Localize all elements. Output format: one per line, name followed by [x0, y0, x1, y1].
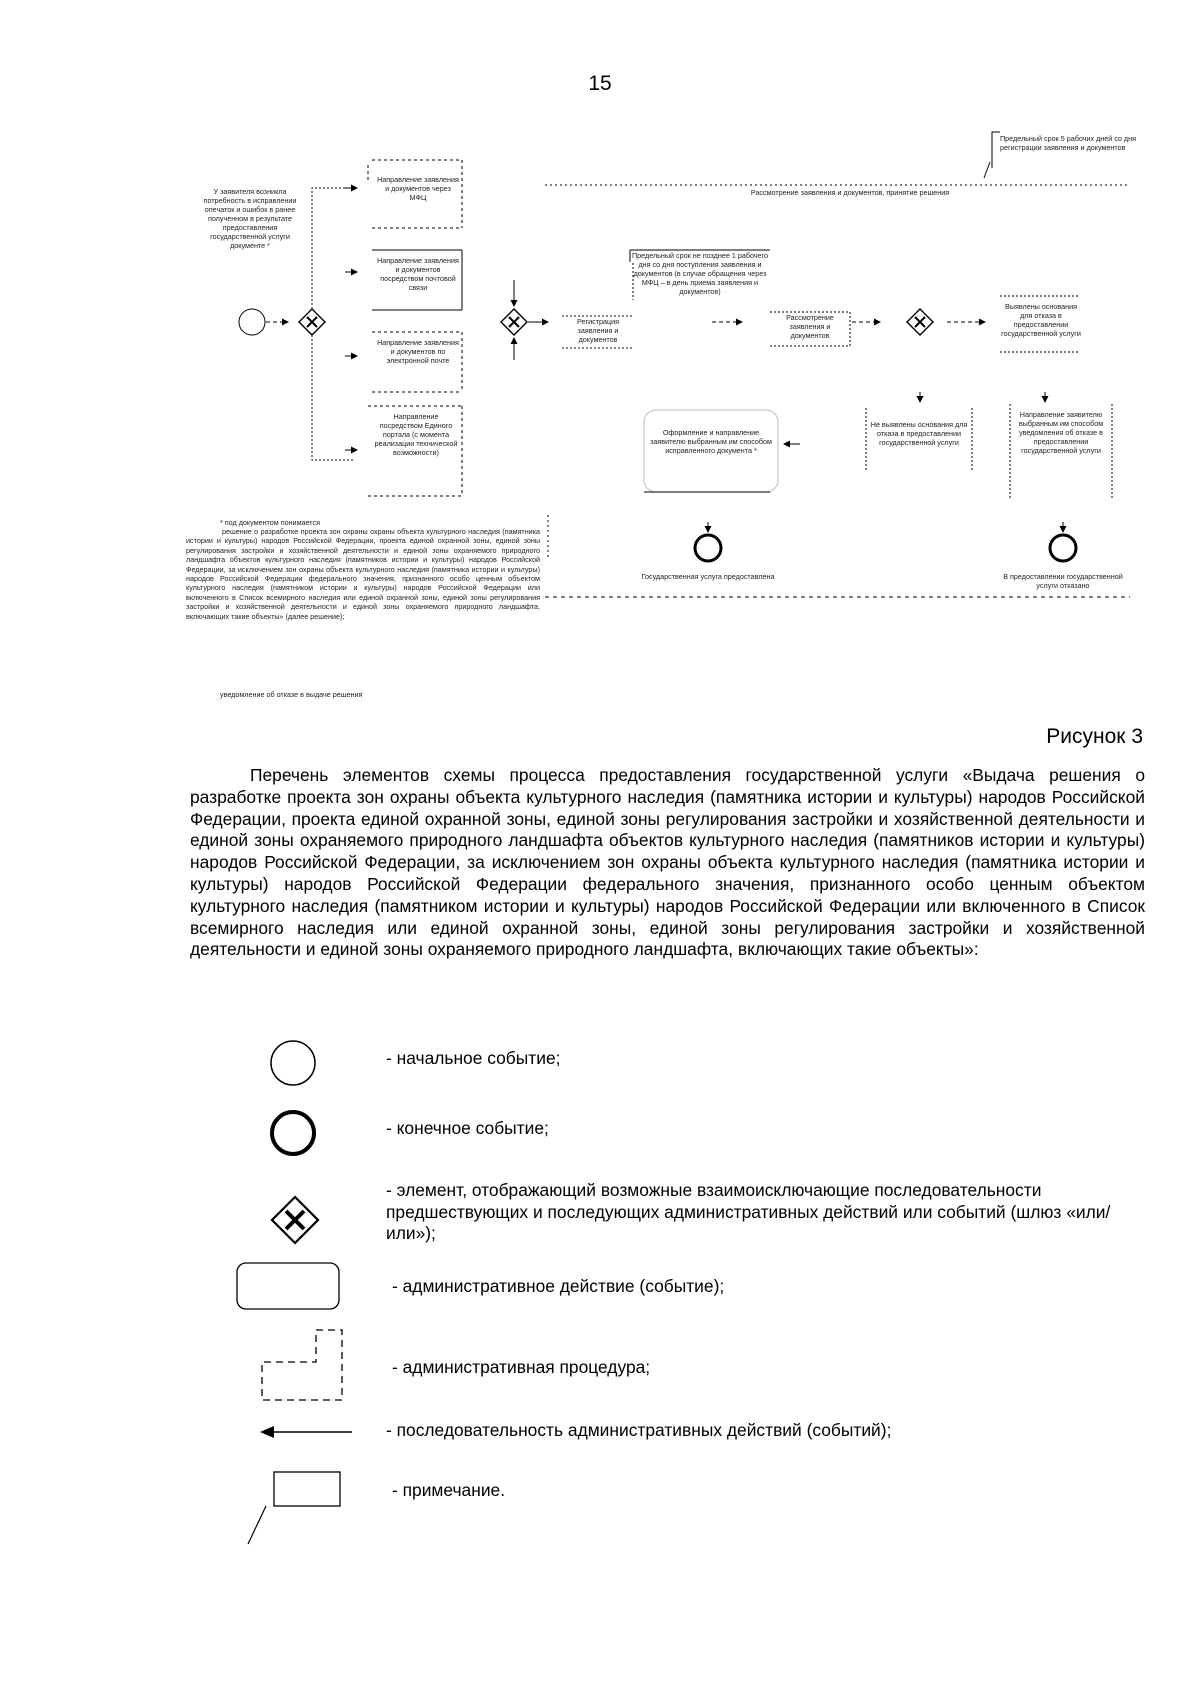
- figure-caption: Рисунок 3: [1046, 725, 1143, 748]
- diagram-gateway-split: [299, 309, 325, 335]
- channel-post: Направление заявления и документов посредством почтовой связи: [377, 256, 459, 292]
- end-refused-label: В предоставлении государственной услуги отказано: [1003, 572, 1123, 590]
- channel-portal: Направление посредством Единого портала (с момента реализации технической возможности): [374, 412, 458, 457]
- diagram-gateway-decision: [907, 309, 933, 335]
- end-event-icon: [268, 1108, 318, 1163]
- refusal-notice-action: Направление заявителю выбранным им способом уведомления об отказе в предоставлении государственной услуги: [1018, 410, 1104, 455]
- process-diagram: [0, 0, 1200, 720]
- gateway-icon: [270, 1195, 320, 1250]
- procedure-icon: [258, 1328, 344, 1409]
- diagram-end-event-refused: [1050, 535, 1076, 561]
- action-box-icon: [236, 1262, 342, 1317]
- diagram-end-event-provided: [695, 535, 721, 561]
- legend-end-event: - конечное событие;: [386, 1118, 549, 1138]
- deadline-note-top: Предельный срок 5 рабочих дней со дня регистрации заявления и документов: [1000, 134, 1136, 152]
- intro-paragraph: Перечень элементов схемы процесса предоставления государственной услуги «Выдача решения о разработке проекта зон охраны объекта культурного наследия (памятника истории и культуры) народов Российской Федерации, проекта единой охранной зоны, единой зоны регулирования застройки и хозяйственной деятельности и единой зоны охраняемого природного ландшафта объектов культурного наследия (памятников истории и культуры) народов Российской Федерации, за исключением зон охраны объекта культурного наследия (памятника истории и культуры) народов Российской Федерации федерального значения, признанного особо ценным объектом культурного наследия (памятником истории и культуры) народов Российской Федерации или включенного в Список всемирного наследия или единой охранной зоны, единой зоны регулирования застройки и хозяйственной деятельности и единой зоны охраняемого природного ландшафта, включающих такие объекты»:: [190, 765, 1145, 960]
- refusal-found-action: Выявлены основания для отказа в предоставлении государственной услуги: [1001, 302, 1081, 338]
- applicant-need-note: У заявителя возникла потребность в исправлении опечаток и ошибок в ранее полученном в результате предоставления государственной услуги документе *: [203, 187, 297, 250]
- legend-action: - административное действие (событие);: [392, 1276, 725, 1296]
- registration-action: Регистрация заявления и документов: [576, 317, 619, 344]
- end-provided-label: Государственная услуга предоставлена: [641, 572, 775, 581]
- legend-sequence: - последовательность административных действий (событий);: [386, 1420, 892, 1440]
- channel-mfc: Направление заявления и документов через МФЦ: [377, 175, 459, 202]
- channel-email: Направление заявления и документов по электронной почте: [377, 338, 459, 365]
- legend-start-event: - начальное событие;: [386, 1048, 561, 1068]
- footnote-head: * под документом понимается: [220, 518, 320, 527]
- legend-procedure: - административная процедура;: [392, 1357, 651, 1377]
- footnote-tail: уведомление об отказе в выдаче решения: [220, 690, 363, 699]
- procedure-label: Рассмотрение заявления и документов, принятие решения: [750, 188, 950, 197]
- deadline-note-mid: Предельный срок не позднее 1 рабочего дня со дня поступления заявления и документов (в случае обращения через МФЦ – в день приема заявления и документов): [632, 251, 768, 296]
- review-action: Рассмотрение заявления и документов: [786, 313, 834, 340]
- start-event-icon: [268, 1038, 318, 1093]
- no-refusal-action: Не выявлены основания для отказа в предоставлении государственной услуги: [870, 420, 968, 447]
- page-number: 15: [588, 72, 612, 95]
- arrow-left-icon: [258, 1422, 354, 1447]
- issue-document-action: Оформление и направление заявителю выбранным им способом исправленного документа *: [650, 428, 772, 455]
- diagram-start-event: [239, 309, 265, 335]
- legend-gateway: - элемент, отображающий возможные взаимоисключающие последовательности предшествующих и последующих административных действий или событий (шлюз «или/или»);: [386, 1180, 1111, 1243]
- diagram-gateway-merge: [501, 309, 527, 335]
- note-icon: [244, 1470, 344, 1551]
- legend-note: - примечание.: [392, 1480, 506, 1500]
- footnote-body: решение о разработке проекта зон охраны охраны объекта культурного наследия (памятника истории и культуры) народов Российской Федерации, проекта единой охранной зоны, единой зоны регулирования застройки и хозяйственной деятельности и единой зоны охраняемого природного ландшафта объектов культурного наследия (памятников истории и культуры) народов Российской Федерации, за исключением зон охраны объекта культурного наследия (памятника истории и культуры) народов Российской Федерации федерального значения, признанного особо ценным объектом культурного наследия (памятником истории и культуры) народов Российской Федерации или включенного в Список всемирного наследия или единой охранной зоны, единой зоны регулирования застройки и хозяйственной деятельности и единой зоны охраняемого природного ландшафта, включающих такие объекты» (далее решение);: [186, 527, 540, 621]
